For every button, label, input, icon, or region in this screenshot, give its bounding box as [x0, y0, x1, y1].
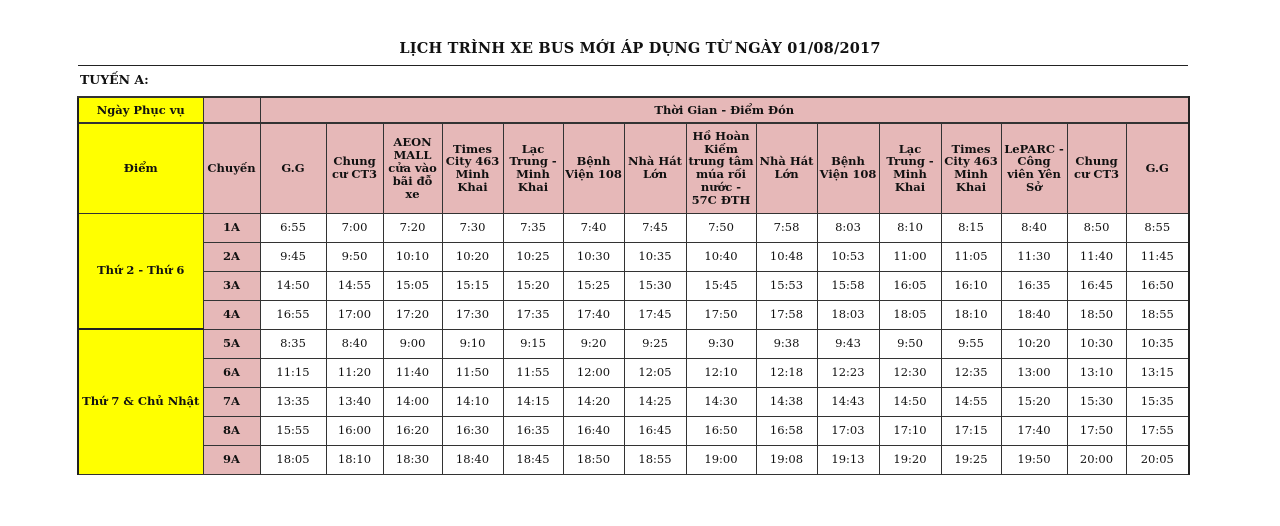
time-cell: 8:40: [326, 329, 383, 358]
header-row-top: [78, 97, 1189, 123]
stop-header: Chung cư CT3: [1067, 123, 1126, 213]
time-cell: 16:10: [941, 271, 1001, 300]
time-cell: 14:50: [260, 271, 326, 300]
time-cell: 8:15: [941, 213, 1001, 242]
service-day-header: Ngày Phục vụ: [78, 97, 203, 123]
time-cell: 20:00: [1067, 445, 1126, 474]
time-cell: 8:03: [817, 213, 879, 242]
page-title: LỊCH TRÌNH XE BUS MỚI ÁP DỤNG TỪ NGÀY 01/08/2017: [399, 40, 881, 57]
time-cell: 11:20: [326, 358, 383, 387]
time-stop-header: Thời Gian - Điểm Đón: [260, 97, 1189, 123]
time-cell: 7:20: [383, 213, 442, 242]
time-cell: 8:35: [260, 329, 326, 358]
time-cell: 9:50: [879, 329, 941, 358]
time-cell: 7:40: [563, 213, 624, 242]
time-cell: 15:05: [383, 271, 442, 300]
time-cell: 14:00: [383, 387, 442, 416]
time-cell: 16:40: [563, 416, 624, 445]
trip-cell: 4A: [203, 300, 260, 329]
trip-cell: 1A: [203, 213, 260, 242]
time-cell: 8:50: [1067, 213, 1126, 242]
time-cell: 20:05: [1126, 445, 1189, 474]
time-cell: 15:58: [817, 271, 879, 300]
time-cell: 17:15: [941, 416, 1001, 445]
schedule-row: [78, 445, 1189, 474]
time-cell: 19:20: [879, 445, 941, 474]
time-cell: 13:00: [1001, 358, 1067, 387]
time-cell: 11:45: [1126, 242, 1189, 271]
time-cell: 17:30: [442, 300, 503, 329]
time-cell: 6:55: [260, 213, 326, 242]
trip-cell: 2A: [203, 242, 260, 271]
time-cell: 18:30: [383, 445, 442, 474]
title-divider: [78, 65, 1188, 66]
time-cell: 19:50: [1001, 445, 1067, 474]
time-cell: 10:35: [1126, 329, 1189, 358]
time-cell: 7:45: [624, 213, 686, 242]
time-cell: 10:20: [442, 242, 503, 271]
time-cell: 18:10: [941, 300, 1001, 329]
header-spacer: [203, 97, 260, 123]
time-cell: 12:10: [686, 358, 756, 387]
stop-header: AEON MALL cửa vào bãi đỗ xe: [383, 123, 442, 213]
time-cell: 14:15: [503, 387, 563, 416]
time-cell: 18:45: [503, 445, 563, 474]
time-cell: 12:35: [941, 358, 1001, 387]
time-cell: 10:30: [1067, 329, 1126, 358]
stop-header: Chung cư CT3: [326, 123, 383, 213]
time-cell: 13:15: [1126, 358, 1189, 387]
time-cell: 11:15: [260, 358, 326, 387]
time-cell: 17:00: [326, 300, 383, 329]
time-cell: 16:30: [442, 416, 503, 445]
schedule-table: [77, 96, 1190, 475]
schedule-row: [78, 213, 1189, 242]
time-cell: 14:25: [624, 387, 686, 416]
trip-cell: 3A: [203, 271, 260, 300]
stop-header: Lạc Trung - Minh Khai: [879, 123, 941, 213]
time-cell: 11:55: [503, 358, 563, 387]
time-cell: 12:05: [624, 358, 686, 387]
time-cell: 18:50: [563, 445, 624, 474]
time-cell: 17:10: [879, 416, 941, 445]
time-cell: 10:25: [503, 242, 563, 271]
time-cell: 12:30: [879, 358, 941, 387]
time-cell: 16:45: [1067, 271, 1126, 300]
day-group-label: Thứ 7 & Chủ Nhật: [78, 329, 203, 474]
time-cell: 10:30: [563, 242, 624, 271]
time-cell: 16:45: [624, 416, 686, 445]
time-cell: 13:40: [326, 387, 383, 416]
time-cell: 12:23: [817, 358, 879, 387]
time-cell: 15:25: [563, 271, 624, 300]
time-cell: 7:30: [442, 213, 503, 242]
time-cell: 11:05: [941, 242, 1001, 271]
time-cell: 11:00: [879, 242, 941, 271]
stop-header: Hồ Hoàn Kiếm trung tâm múa rối nước - 57C ĐTH: [686, 123, 756, 213]
stop-header: G.G: [260, 123, 326, 213]
time-cell: 18:55: [1126, 300, 1189, 329]
stop-header: Times City 463 Minh Khai: [442, 123, 503, 213]
trip-cell: 5A: [203, 329, 260, 358]
time-cell: 7:50: [686, 213, 756, 242]
time-cell: 19:00: [686, 445, 756, 474]
time-cell: 11:30: [1001, 242, 1067, 271]
time-cell: 10:35: [624, 242, 686, 271]
time-cell: 19:08: [756, 445, 817, 474]
time-cell: 9:25: [624, 329, 686, 358]
time-cell: 11:40: [383, 358, 442, 387]
time-cell: 12:18: [756, 358, 817, 387]
schedule-row: [78, 416, 1189, 445]
schedule-row: [78, 387, 1189, 416]
time-cell: 16:05: [879, 271, 941, 300]
stop-header: Nhà Hát Lớn: [756, 123, 817, 213]
time-cell: 15:20: [1001, 387, 1067, 416]
time-cell: 10:48: [756, 242, 817, 271]
schedule-body: [78, 97, 1189, 474]
schedule-row: [78, 271, 1189, 300]
time-cell: 18:05: [260, 445, 326, 474]
time-cell: 16:35: [503, 416, 563, 445]
time-cell: 17:58: [756, 300, 817, 329]
schedule-row: [78, 358, 1189, 387]
time-cell: 9:10: [442, 329, 503, 358]
time-cell: 7:35: [503, 213, 563, 242]
time-cell: 18:55: [624, 445, 686, 474]
time-cell: 10:20: [1001, 329, 1067, 358]
time-cell: 16:35: [1001, 271, 1067, 300]
schedule-row: [78, 242, 1189, 271]
time-cell: 16:58: [756, 416, 817, 445]
time-cell: 13:35: [260, 387, 326, 416]
time-cell: 8:40: [1001, 213, 1067, 242]
time-cell: 18:05: [879, 300, 941, 329]
time-cell: 9:43: [817, 329, 879, 358]
time-cell: 10:53: [817, 242, 879, 271]
time-cell: 18:10: [326, 445, 383, 474]
time-cell: 14:43: [817, 387, 879, 416]
day-group-label: Thứ 2 - Thứ 6: [78, 213, 203, 329]
time-cell: 14:55: [326, 271, 383, 300]
schedule-row: [78, 300, 1189, 329]
time-cell: 15:15: [442, 271, 503, 300]
time-cell: 9:30: [686, 329, 756, 358]
trip-cell: 6A: [203, 358, 260, 387]
schedule-row: [78, 329, 1189, 358]
time-cell: 15:30: [624, 271, 686, 300]
time-cell: 15:20: [503, 271, 563, 300]
time-cell: 16:20: [383, 416, 442, 445]
time-cell: 7:58: [756, 213, 817, 242]
time-cell: 16:00: [326, 416, 383, 445]
time-cell: 15:45: [686, 271, 756, 300]
route-label: TUYẾN A:: [80, 72, 149, 87]
time-cell: 14:55: [941, 387, 1001, 416]
time-cell: 17:03: [817, 416, 879, 445]
time-cell: 16:50: [1126, 271, 1189, 300]
time-cell: 14:30: [686, 387, 756, 416]
time-cell: 17:50: [686, 300, 756, 329]
time-cell: 15:30: [1067, 387, 1126, 416]
time-cell: 17:50: [1067, 416, 1126, 445]
time-cell: 13:10: [1067, 358, 1126, 387]
stop-header: Bệnh Viện 108: [563, 123, 624, 213]
header-row-stops: [78, 123, 1189, 213]
trip-cell: 7A: [203, 387, 260, 416]
stop-header: Nhà Hát Lớn: [624, 123, 686, 213]
time-cell: 9:00: [383, 329, 442, 358]
time-cell: 19:13: [817, 445, 879, 474]
time-cell: 10:10: [383, 242, 442, 271]
stop-header: Bệnh Viện 108: [817, 123, 879, 213]
time-cell: 18:40: [1001, 300, 1067, 329]
time-cell: 17:45: [624, 300, 686, 329]
time-cell: 17:20: [383, 300, 442, 329]
time-cell: 8:10: [879, 213, 941, 242]
time-cell: 14:50: [879, 387, 941, 416]
trip-header: Chuyến: [203, 123, 260, 213]
time-cell: 9:20: [563, 329, 624, 358]
time-cell: 16:55: [260, 300, 326, 329]
time-cell: 16:50: [686, 416, 756, 445]
time-cell: 18:40: [442, 445, 503, 474]
time-cell: 14:10: [442, 387, 503, 416]
time-cell: 14:20: [563, 387, 624, 416]
stop-header: Lạc Trung - Minh Khai: [503, 123, 563, 213]
trip-cell: 8A: [203, 416, 260, 445]
stop-header: LePARC - Công viên Yên Sở: [1001, 123, 1067, 213]
time-cell: 14:38: [756, 387, 817, 416]
time-cell: 9:38: [756, 329, 817, 358]
time-cell: 12:00: [563, 358, 624, 387]
time-cell: 18:50: [1067, 300, 1126, 329]
time-cell: 10:40: [686, 242, 756, 271]
time-cell: 15:55: [260, 416, 326, 445]
time-cell: 17:40: [563, 300, 624, 329]
time-cell: 15:53: [756, 271, 817, 300]
time-cell: 17:40: [1001, 416, 1067, 445]
time-cell: 9:15: [503, 329, 563, 358]
time-cell: 9:50: [326, 242, 383, 271]
trip-cell: 9A: [203, 445, 260, 474]
stop-header: G.G: [1126, 123, 1189, 213]
time-cell: 9:55: [941, 329, 1001, 358]
time-cell: 18:03: [817, 300, 879, 329]
time-cell: 11:50: [442, 358, 503, 387]
time-cell: 17:55: [1126, 416, 1189, 445]
time-cell: 8:55: [1126, 213, 1189, 242]
time-cell: 9:45: [260, 242, 326, 271]
time-cell: 15:35: [1126, 387, 1189, 416]
time-cell: 7:00: [326, 213, 383, 242]
time-cell: 19:25: [941, 445, 1001, 474]
time-cell: 11:40: [1067, 242, 1126, 271]
stop-header: Times City 463 Minh Khai: [941, 123, 1001, 213]
time-cell: 17:35: [503, 300, 563, 329]
point-header: Điểm: [78, 123, 203, 213]
